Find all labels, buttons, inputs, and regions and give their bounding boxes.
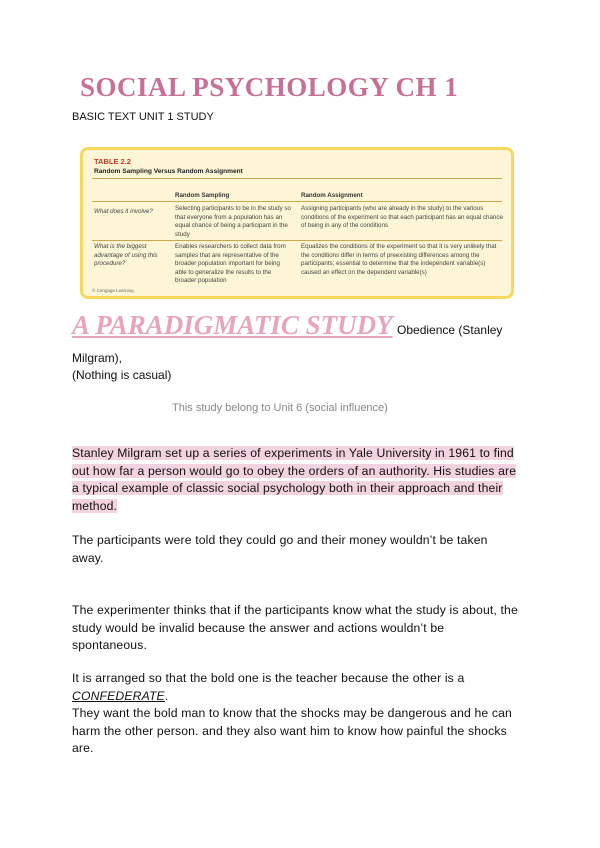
table-rule-header	[92, 201, 502, 202]
paragraph-4	[72, 670, 520, 705]
table-rule-top	[92, 178, 502, 179]
table-row2-cell1: Enables researchers to collect data from samples that are representative of the broader population important for being able to generalize the results to the broader population	[175, 243, 286, 285]
table-col-header-1: Random Sampling	[175, 192, 230, 199]
confederate-term: CONFEDERATE	[72, 688, 165, 703]
table-number: TABLE 2.2	[94, 157, 131, 166]
heading-inline-text: Obedience (Stanley	[397, 323, 503, 337]
table-col-header-2: Random Assignment	[301, 192, 363, 199]
paragraph-4-period: .	[164, 688, 169, 703]
table-rule-mid	[92, 240, 502, 241]
paragraph-3: The experimenter thinks that if the participants know what the study is about, the study would be invalid because the answer and actions wouldn’t be spontaneous.	[72, 603, 518, 652]
heading-line-2: Milgram),	[72, 351, 122, 365]
page-title: SOCIAL PSYCHOLOGY CH 1	[80, 72, 459, 102]
table-row1-question: What does it involve?	[94, 208, 153, 215]
paragraph-5: They want the bold man to know that the shocks may be dangerous and he can harm the other person. and they also want him to know how painful the shocks are.	[72, 706, 512, 755]
section-heading-row	[72, 310, 522, 342]
table-credit: © Cengage Learning	[92, 288, 134, 293]
table-row2-cell2: Equalizes the conditions of the experiment so that it is very unlikely that the conditions differ in terms of preexisting differences among the participants; essential to determine that the independent variable(s) caused an effect on the dependent variable(s)	[301, 243, 497, 276]
table-row1-cell1: Selecting participants to be in the study so that everyone from a population has an equal chance of being a participant in the study	[175, 205, 291, 238]
section-heading: A PARADIGMATIC STUDY	[72, 310, 393, 340]
table-image	[80, 147, 514, 299]
table-title: Random Sampling Versus Random Assignment	[94, 168, 243, 175]
highlighted-text: Stanley Milgram set up a series of experiments in Yale University in 1961 to find out how far a person would go to obey the orders of an authority. His studies are a typical example of classic social psychology both in their approach and their method.	[72, 446, 517, 513]
page-subtitle: BASIC TEXT UNIT 1 STUDY	[72, 111, 214, 123]
heading-line-3: (Nothing is casual)	[72, 368, 172, 382]
paragraph-1	[72, 445, 520, 515]
table-row2-question: What is the biggest advantage of using this procedure?	[94, 243, 158, 268]
paragraph-4-text: It is arranged so that the bold one is the teacher because the other is a	[72, 671, 465, 685]
paragraph-2: The participants were told they could go and their money wouldn’t be taken away.	[72, 533, 488, 565]
table-row1-cell2: Assigning participants (who are already in the study) to the various conditions of the experiment so that each participant has an equal chance of being in any of the conditions	[301, 205, 503, 230]
unit-note: This study belong to Unit 6 (social influence)	[172, 402, 388, 414]
